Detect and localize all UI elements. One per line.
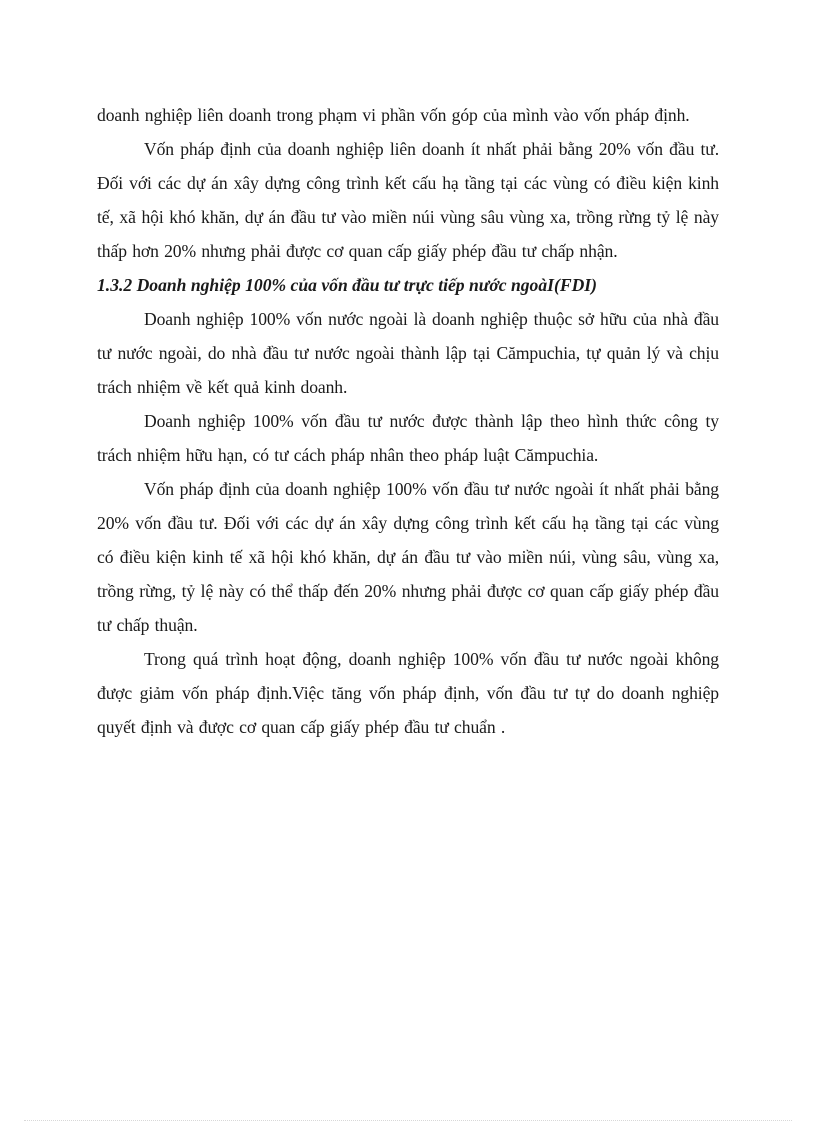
paragraph-capital-changes: Trong quá trình hoạt động, doanh nghiệp 100% vốn đầu tư nước ngoài không được giảm vốn pháp định.Việc tăng vốn pháp định, vốn đầu tư tự do doanh nghiệp quyết định và được cơ quan cấp giấy phép đầu tư chuẩn . bbox=[97, 649, 719, 737]
page-bottom-divider bbox=[24, 1120, 792, 1121]
paragraph-legal-capital-joint-venture: Vốn pháp định của doanh nghiệp liên doanh ít nhất phải bằng 20% vốn đầu tư. Đối với các dự án xây dựng công trình kết cấu hạ tầng tại các vùng có điều kiện kinh tế, xã hội khó khăn, dự án đầu tư vào miền núi vùng sâu vùng xa, trồng rừng tỷ lệ này thấp hơn 20% nhưng phải được cơ quan cấp giấy phép đầu tư chấp nhận. bbox=[97, 139, 719, 261]
paragraph-llc-form: Doanh nghiệp 100% vốn đầu tư nước được thành lập theo hình thức công ty trách nhiệm hữu hạn, có tư cách pháp nhân theo pháp luật Cămpuchia. bbox=[97, 411, 719, 465]
document-body bbox=[97, 98, 719, 744]
section-heading: 1.3.2 Doanh nghiệp 100% của vốn đầu tư trực tiếp nước ngoàI(FDI) bbox=[97, 275, 598, 295]
paragraph-continued: doanh nghiệp liên doanh trong phạm vi phần vốn góp của mình vào vốn pháp định. bbox=[97, 105, 690, 125]
paragraph-legal-capital-foreign: Vốn pháp định của doanh nghiệp 100% vốn đầu tư nước ngoài ít nhất phải bằng 20% vốn đầu tư. Đối với các dự án xây dựng công trình kết cấu hạ tầng tại các vùng có điều kiện kinh tế xã hội khó khăn, dự án đầu tư vào miền núi, vùng sâu, vùng xa, trồng rừng, tỷ lệ này có thể thấp đến 20% nhưng phải được cơ quan cấp giấy phép đầu tư chấp thuận. bbox=[97, 479, 719, 635]
paragraph-foreign-owned-definition: Doanh nghiệp 100% vốn nước ngoài là doanh nghiệp thuộc sở hữu của nhà đầu tư nước ngoài, do nhà đầu tư nước ngoài thành lập tại Cămpuchia, tự quản lý và chịu trách nhiệm về kết quả kinh doanh. bbox=[97, 309, 719, 397]
